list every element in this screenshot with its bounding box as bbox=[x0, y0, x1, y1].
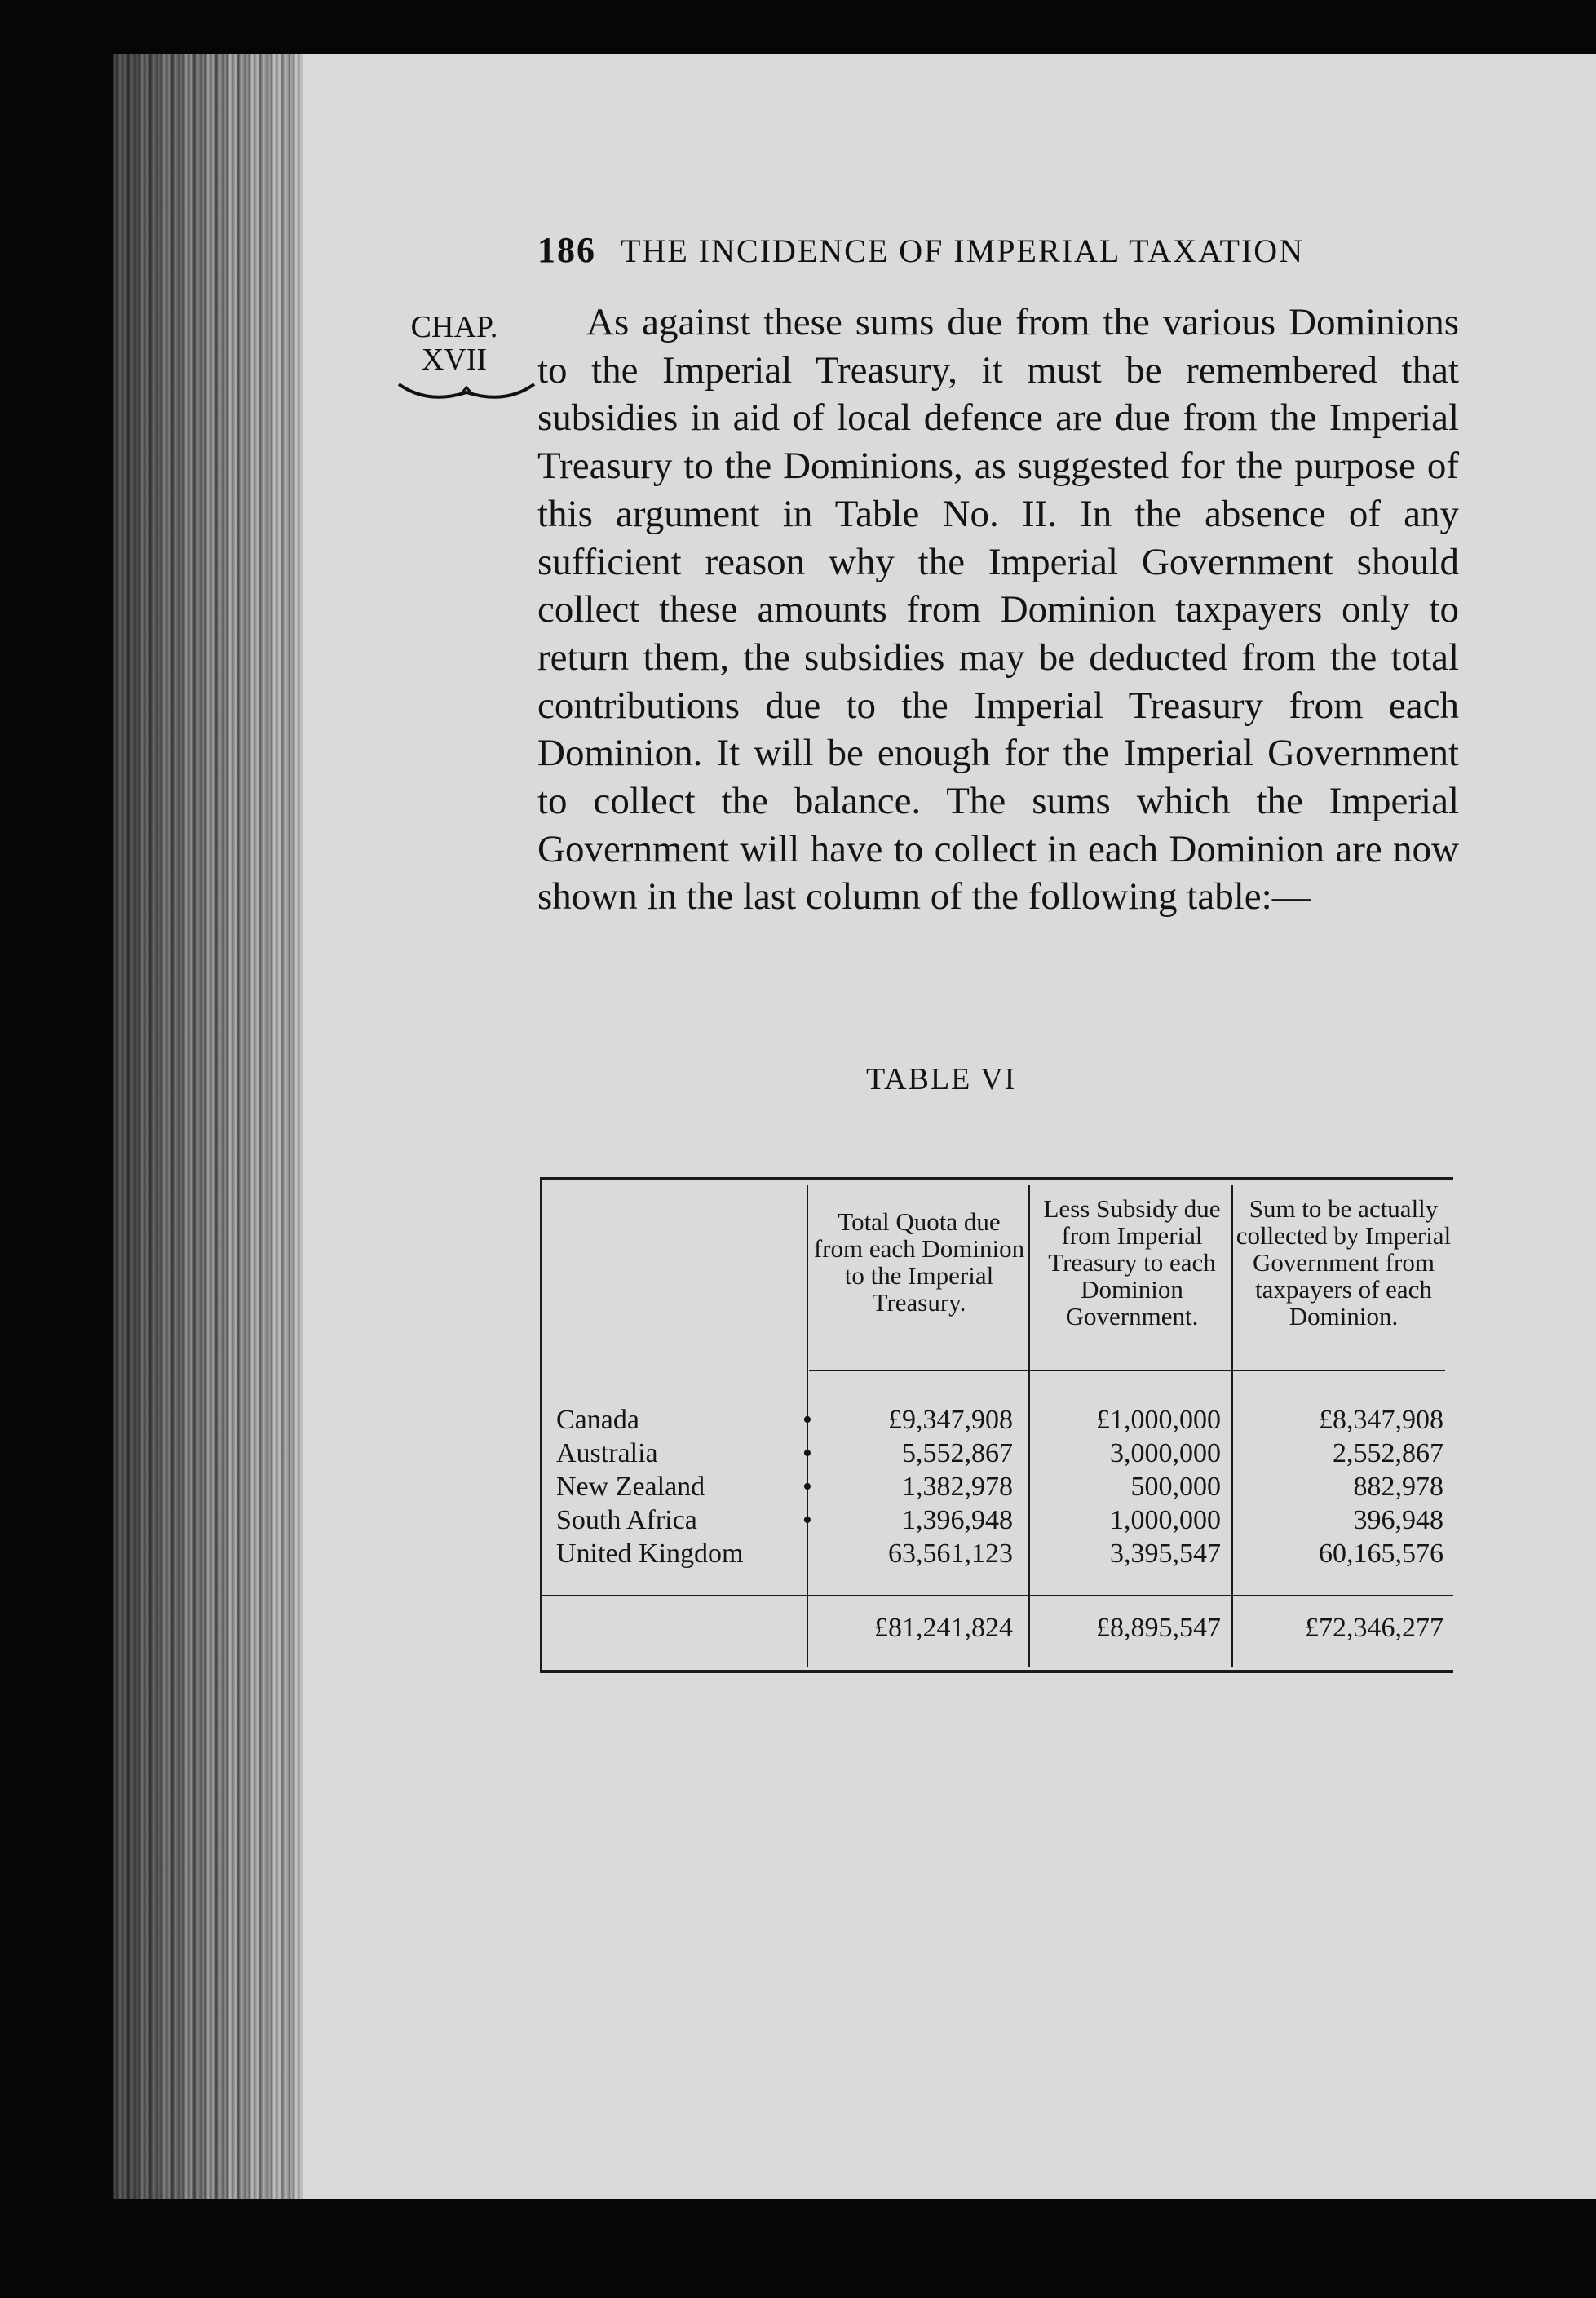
chapter-margin-note bbox=[397, 311, 511, 402]
row-collected: 396,948 bbox=[1353, 1505, 1443, 1535]
row-quota: 63,561,123 bbox=[888, 1539, 1013, 1569]
running-head bbox=[537, 229, 1596, 271]
total-collected: £72,346,277 bbox=[1305, 1613, 1443, 1643]
page-number: 186 bbox=[537, 230, 596, 270]
table-top-rule bbox=[540, 1177, 1453, 1180]
chapter-number: XVII bbox=[421, 343, 488, 377]
data-table bbox=[540, 1177, 1453, 1673]
row-quota: £9,347,908 bbox=[888, 1405, 1013, 1435]
row-quota: 5,552,867 bbox=[902, 1438, 1013, 1468]
column-header-quota: Total Quota due from each Dominion to the Imperial Treasury. bbox=[813, 1207, 1025, 1317]
row-leader-dot: • bbox=[802, 1438, 812, 1468]
row-quota: 1,396,948 bbox=[902, 1505, 1013, 1535]
book-page bbox=[303, 54, 1596, 2199]
total-subsidy: £8,895,547 bbox=[1096, 1613, 1221, 1643]
row-dominion: Canada bbox=[556, 1405, 639, 1435]
row-collected: 882,978 bbox=[1353, 1472, 1443, 1502]
row-collected: 60,165,576 bbox=[1319, 1539, 1443, 1569]
body-paragraph: As against these sums due from the various Dominions to the Imperial Treasury, it must be remembered that subsidies in aid of local defence are due from the Imperial Treasury to the Dominions, as suggested for the purpose of this argument in Table No. II. In the absence of any sufficient reason why the Imperial Government should collect these amounts from Dominion taxpayers only to return them, the subsidies may be deducted from the total contributions due to the Imperial Treasury from each Dominion. It will be enough for the Imperial Government to collect the balance. The sums which the Imperial Government will have to collect in each Dominion are now shown in the last column of the following table:— bbox=[537, 301, 1459, 919]
running-head-title: THE INCIDENCE OF IMPERIAL TAXATION bbox=[621, 232, 1305, 269]
total-quota: £81,241,824 bbox=[874, 1613, 1013, 1643]
spine-shadow bbox=[113, 54, 308, 2199]
table-bottom-rule bbox=[540, 1670, 1453, 1673]
row-leader-dot: • bbox=[802, 1405, 812, 1435]
row-leader-dot: • bbox=[802, 1505, 812, 1535]
row-subsidy: 3,395,547 bbox=[1110, 1539, 1221, 1569]
header-bottom-rule bbox=[809, 1370, 1445, 1371]
row-leader-dot: • bbox=[802, 1472, 812, 1502]
row-collected: £8,347,908 bbox=[1319, 1405, 1443, 1435]
row-subsidy: 3,000,000 bbox=[1110, 1438, 1221, 1468]
column-header-collected: Sum to be actually collected by Imperial Government from taxpayers of each Dominion. bbox=[1236, 1194, 1452, 1331]
body-text bbox=[537, 299, 1459, 921]
brace-ornament-icon bbox=[397, 379, 536, 402]
row-collected: 2,552,867 bbox=[1333, 1438, 1443, 1468]
row-dominion: South Africa bbox=[556, 1505, 697, 1535]
row-subsidy: 500,000 bbox=[1130, 1472, 1221, 1502]
chapter-label: CHAP. bbox=[410, 310, 498, 344]
row-quota: 1,382,978 bbox=[902, 1472, 1013, 1502]
table-left-rule bbox=[540, 1177, 542, 1673]
page-content bbox=[303, 54, 1596, 2199]
totals-top-rule bbox=[540, 1595, 1453, 1596]
row-dominion: New Zealand bbox=[556, 1472, 705, 1502]
table-title: TABLE VI bbox=[866, 1062, 1017, 1096]
row-subsidy: 1,000,000 bbox=[1110, 1505, 1221, 1535]
column-header-subsidy: Less Subsidy due from Imperial Treasury to each Dominion Government. bbox=[1043, 1194, 1221, 1331]
row-subsidy: £1,000,000 bbox=[1096, 1405, 1221, 1435]
row-dominion: United Kingdom bbox=[556, 1539, 744, 1569]
row-dominion: Australia bbox=[556, 1438, 658, 1468]
